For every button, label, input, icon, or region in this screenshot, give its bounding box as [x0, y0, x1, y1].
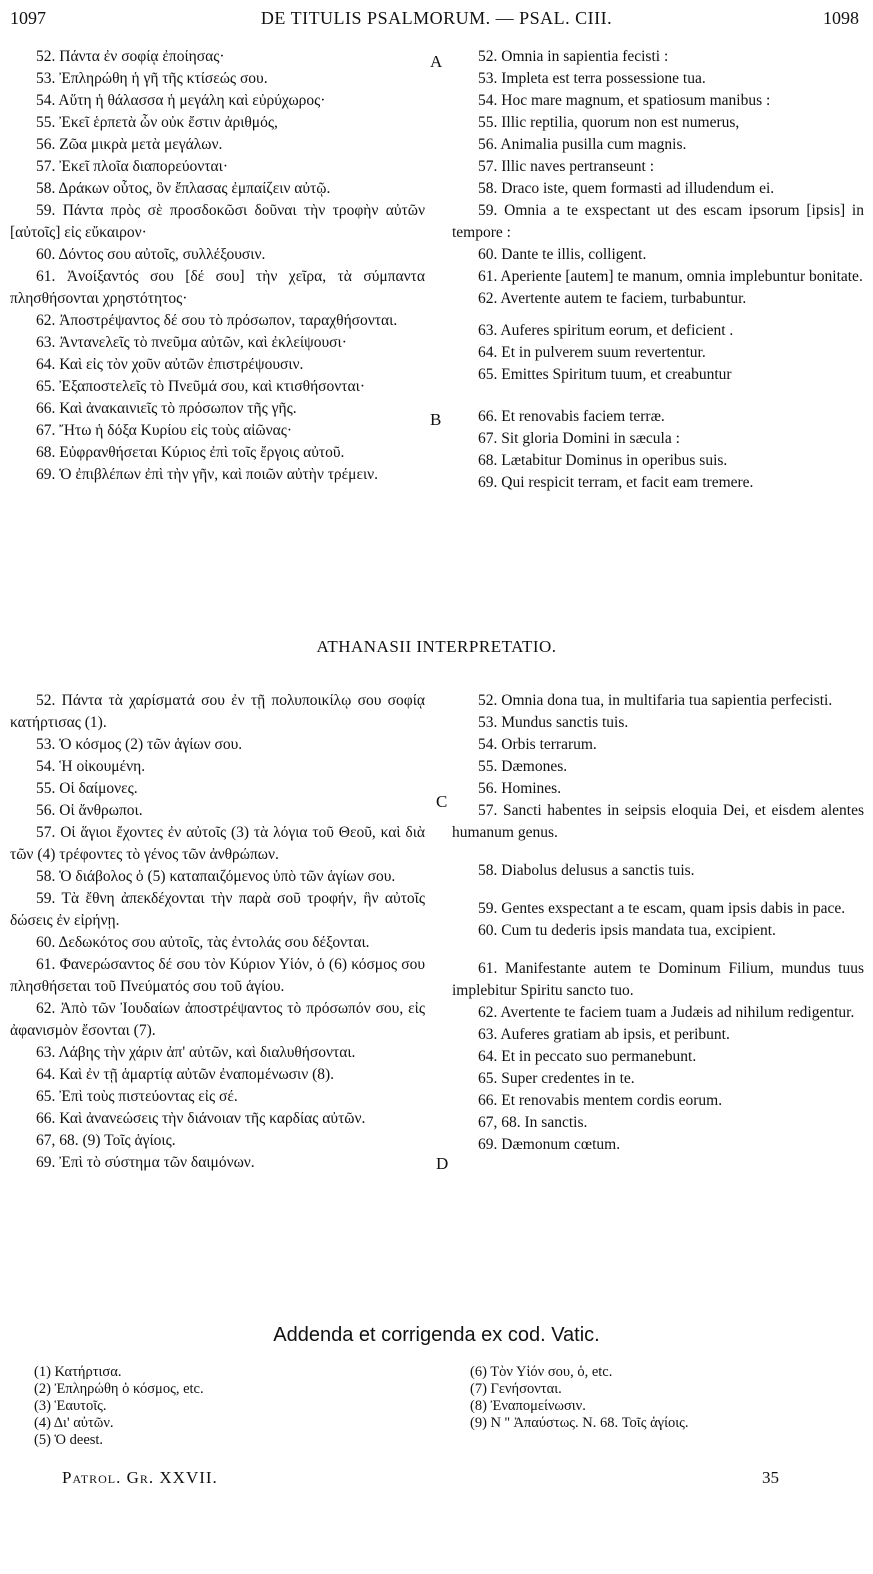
verse-latin: 65. Emittes Spiritum tuum, et creabuntur: [478, 366, 732, 383]
verse-greek: 64. Καὶ εἰς τὸν χοῦν αὐτῶν ἐπιστρέψουσιν.: [36, 356, 304, 373]
psalm-latin-column: [452, 46, 864, 494]
verse-greek: 67. Ἤτω ἡ δόξα Κυρίου εἰς τοὺς αἰῶνας·: [36, 422, 293, 439]
verse-latin: 58. Diabolus delusus a sanctis tuis.: [478, 862, 695, 879]
verse-latin: 57. Illic naves pertranseunt :: [478, 158, 655, 175]
verse-greek: 60. Δόντος σου αὐτοῖς, συλλέξουσιν.: [36, 246, 266, 263]
verse-greek: 57. Ἐκεῖ πλοῖα διαπορεύονται·: [36, 158, 228, 175]
verse-latin: 62. Avertente te faciem tuam a Judæis ad nihilum redigentur.: [478, 1004, 855, 1021]
verse-latin: 68. Lætabitur Dominus in operibus suis.: [478, 452, 728, 469]
verse-latin: 64. Et in pulverem suum revertentur.: [478, 344, 706, 361]
verse-latin: 63. Auferes spiritum eorum, et deficient .: [478, 322, 734, 339]
verse-greek: 52. Πάντα ἐν σοφίᾳ ἐποίησας·: [36, 48, 225, 65]
verse-latin: 67, 68. In sanctis.: [478, 1114, 588, 1131]
verse-greek: 55. Οἱ δαίμονες.: [36, 780, 138, 797]
verse-latin: 53. Impleta est terra possessione tua.: [478, 70, 706, 87]
interpretatio-latin-column: [452, 690, 864, 1156]
footnotes-right: [470, 1364, 865, 1432]
section-title: ATHANASII INTERPRETATIO.: [316, 637, 557, 656]
verse-greek: 65. Ἐπὶ τοὺς πιστεύοντας εἰς σέ.: [36, 1088, 238, 1105]
margin-marker-a: A: [430, 52, 443, 71]
verse-greek: 66. Καὶ ἀνανεώσεις τὴν διάνοιαν τῆς καρδίας αὐτῶν.: [36, 1110, 366, 1127]
verse-greek: 68. Εὐφρανθήσεται Κύριος ἐπὶ τοῖς ἔργοις αὐτοῦ.: [36, 444, 345, 461]
footnote: (3) Ἑαυτοῖς.: [34, 1398, 107, 1414]
verse-greek: 54. Ἡ οἰκουμένη.: [36, 758, 146, 775]
verse-greek: 58. Δράκων οὗτος, ὃν ἔπλασας ἐμπαίζειν αὐτῷ.: [36, 180, 331, 197]
verse-greek: 59. Τὰ ἔθνη ἀπεκδέχονται τὴν παρὰ σοῦ τροφήν, ἣν αὐτοῖς δώσεις ἐν εἰρήνῃ.: [10, 890, 425, 929]
verse-greek: 60. Δεδωκότος σου αὐτοῖς, τὰς ἐντολάς σου δέξονται.: [36, 934, 370, 951]
margin-marker-b: B: [430, 410, 442, 429]
verse-latin: 67. Sit gloria Domini in sæcula :: [478, 430, 680, 447]
verse-latin: 53. Mundus sanctis tuis.: [478, 714, 629, 731]
verse-latin: 54. Orbis terrarum.: [478, 736, 597, 753]
verse-greek: 56. Ζῶα μικρὰ μετὰ μεγάλων.: [36, 136, 223, 153]
footnote: (1) Κατήρτισα.: [34, 1364, 122, 1380]
footnote: (5) Ὁ deest.: [34, 1432, 104, 1448]
footnote: (7) Γενήσονται.: [470, 1381, 562, 1397]
margin-marker-d: D: [436, 1154, 449, 1173]
verse-latin: 60. Cum tu dederis ipsis mandata tua, excipient.: [478, 922, 776, 939]
verse-greek: 64. Καὶ ἐν τῇ ἁμαρτίᾳ αὐτῶν ἐναπομένωσιν (8).: [36, 1066, 335, 1083]
verse-latin: 57. Sancti habentes in seipsis eloquia Dei, et eisdem alentes humanum genus.: [452, 802, 864, 841]
verse-greek: 55. Ἐκεῖ ἑρπετὰ ὧν οὐκ ἔστιν ἀριθμός,: [36, 114, 278, 131]
verse-latin: 66. Et renovabis mentem cordis eorum.: [478, 1092, 723, 1109]
verse-greek: 61. Ἀνοίξαντός σου [δέ σου] τὴν χεῖρα, τὰ σύμπαντα πλησθήσονται χρηστότητος·: [10, 268, 425, 307]
verse-latin: 60. Dante te illis, colligent.: [478, 246, 647, 263]
verse-greek: 63. Λάβης τὴν χάριν ἀπ' αὐτῶν, καὶ διαλυθήσονται.: [36, 1044, 356, 1061]
verse-greek: 62. Ἀπὸ τῶν Ἰουδαίων ἀποστρέψαντος τὸ πρόσωπόν σου, εἰς ἀφανισμὸν ἔσονται (7).: [10, 1000, 425, 1039]
margin-marker-c: C: [436, 792, 448, 811]
verse-latin: 63. Auferes gratiam ab ipsis, et peribunt.: [478, 1026, 730, 1043]
footnote: (9) N '' Ἀπαύστως. N. 68. Τοῖς ἁγίοις.: [470, 1415, 689, 1431]
verse-greek: 61. Φανερώσαντος δέ σου τὸν Κύριον Υἱόν, ὁ (6) κόσμος σου πλησθήσεται τοῦ Πνεύματός σου τοῦ ἁγίου.: [10, 956, 425, 995]
verse-greek: 67, 68. (9) Τοῖς ἁγίοις.: [36, 1132, 176, 1149]
page-header: [0, 8, 873, 32]
volume-footer: Patrol. Gr. XXVII.: [62, 1468, 218, 1487]
verse-latin: 52. Omnia dona tua, in multifaria tua sapientia perfecisti.: [478, 692, 833, 709]
verse-latin: 55. Dæmones.: [478, 758, 568, 775]
verse-latin: 55. Illic reptilia, quorum non est numerus,: [478, 114, 740, 131]
verse-greek: 66. Καὶ ἀνακαινιεῖς τὸ πρόσωπον τῆς γῆς.: [36, 400, 297, 417]
footnote: (6) Τὸν Υἱόν σου, ὁ, etc.: [470, 1364, 613, 1380]
verse-greek: 65. Ἐξαποστελεῖς τὸ Πνεῦμά σου, καὶ κτισθήσονται·: [36, 378, 365, 395]
verse-latin: 65. Super credentes in te.: [478, 1070, 635, 1087]
verse-greek: 69. Ἐπὶ τὸ σύστημα τῶν δαιμόνων.: [36, 1154, 255, 1171]
verse-latin: 61. Aperiente [autem] te manum, omnia implebuntur bonitate.: [478, 268, 863, 285]
verse-greek: 53. Ἐπληρώθη ἡ γῆ τῆς κτίσεώς σου.: [36, 70, 268, 87]
verse-latin: 56. Animalia pusilla cum magnis.: [478, 136, 687, 153]
verse-latin: 64. Et in peccato suo permanebunt.: [478, 1048, 697, 1065]
page-number-right: 1098: [823, 8, 859, 28]
verse-greek: 63. Ἀντανελεῖς τὸ πνεῦμα αὐτῶν, καὶ ἐκλείψουσι·: [36, 334, 347, 351]
page-number-left: 1097: [10, 8, 46, 28]
verse-latin: 61. Manifestante autem te Dominum Filium, mundus tuus implebitur Spiritu sancto tuo.: [452, 960, 864, 999]
verse-latin: 62. Avertente autem te faciem, turbabuntur.: [478, 290, 747, 307]
verse-latin: 69. Dæmonum cœtum.: [478, 1136, 621, 1153]
verse-latin: 54. Hoc mare magnum, et spatiosum manibus :: [478, 92, 771, 109]
footnotes-left: [34, 1364, 434, 1449]
signature-number: 35: [762, 1468, 779, 1487]
verse-latin: 56. Homines.: [478, 780, 562, 797]
verse-greek: 54. Αὕτη ἡ θάλασσα ἡ μεγάλη καὶ εὐρύχωρος·: [36, 92, 326, 109]
psalm-greek-column: [10, 46, 425, 486]
verse-greek: 56. Οἱ ἄνθρωποι.: [36, 802, 143, 819]
verse-greek: 62. Ἀποστρέψαντος δέ σου τὸ πρόσωπον, ταραχθήσονται.: [36, 312, 398, 329]
verse-latin: 66. Et renovabis faciem terræ.: [478, 408, 665, 425]
footnote: (4) Δι' αὐτῶν.: [34, 1415, 114, 1431]
verse-greek: 69. Ὁ ἐπιβλέπων ἐπὶ τὴν γῆν, καὶ ποιῶν αὐτὴν τρέμειν.: [36, 466, 379, 483]
footnote: (8) Ἐναπομείνωσιν.: [470, 1398, 586, 1414]
verse-greek: 59. Πάντα πρὸς σὲ προσδοκῶσι δοῦναι τὴν τροφὴν αὐτῶν [αὐτοῖς] εἰς εὔκαιρον·: [10, 202, 425, 241]
interpretatio-greek-column: [10, 690, 425, 1174]
verse-latin: 59. Gentes exspectant a te escam, quam ipsis dabis in pace.: [478, 900, 846, 917]
verse-latin: 59. Omnia a te exspectant ut des escam ipsorum [ipsis] in tempore :: [452, 202, 864, 241]
addenda-title: Addenda et corrigenda ex cod. Vatic.: [273, 1324, 600, 1346]
verse-greek: 52. Πάντα τὰ χαρίσματά σου ἐν τῇ πολυποικίλῳ σου σοφίᾳ κατήρτισας (1).: [10, 692, 425, 731]
verse-latin: 52. Omnia in sapientia fecisti :: [478, 48, 669, 65]
footnote: (2) Ἐπληρώθη ὁ κόσμος, etc.: [34, 1381, 204, 1397]
verse-latin: 69. Qui respicit terram, et facit eam tremere.: [478, 474, 754, 491]
verse-latin: 58. Draco iste, quem formasti ad illudendum ei.: [478, 180, 775, 197]
running-title: DE TITULIS PSALMORUM. — PSAL. CIII.: [260, 8, 613, 28]
verse-greek: 57. Οἱ ἅγιοι ἔχοντες ἐν αὐτοῖς (3) τὰ λόγια τοῦ Θεοῦ, καὶ διὰ τῶν (4) τρέφοντες τὸ γένος τῶν ἀνθρώπων.: [10, 824, 425, 863]
verse-greek: 58. Ὁ διάβολος ὁ (5) καταπαιζόμενος ὑπὸ τῶν ἁγίων σου.: [36, 868, 396, 885]
verse-greek: 53. Ὁ κόσμος (2) τῶν ἁγίων σου.: [36, 736, 243, 753]
